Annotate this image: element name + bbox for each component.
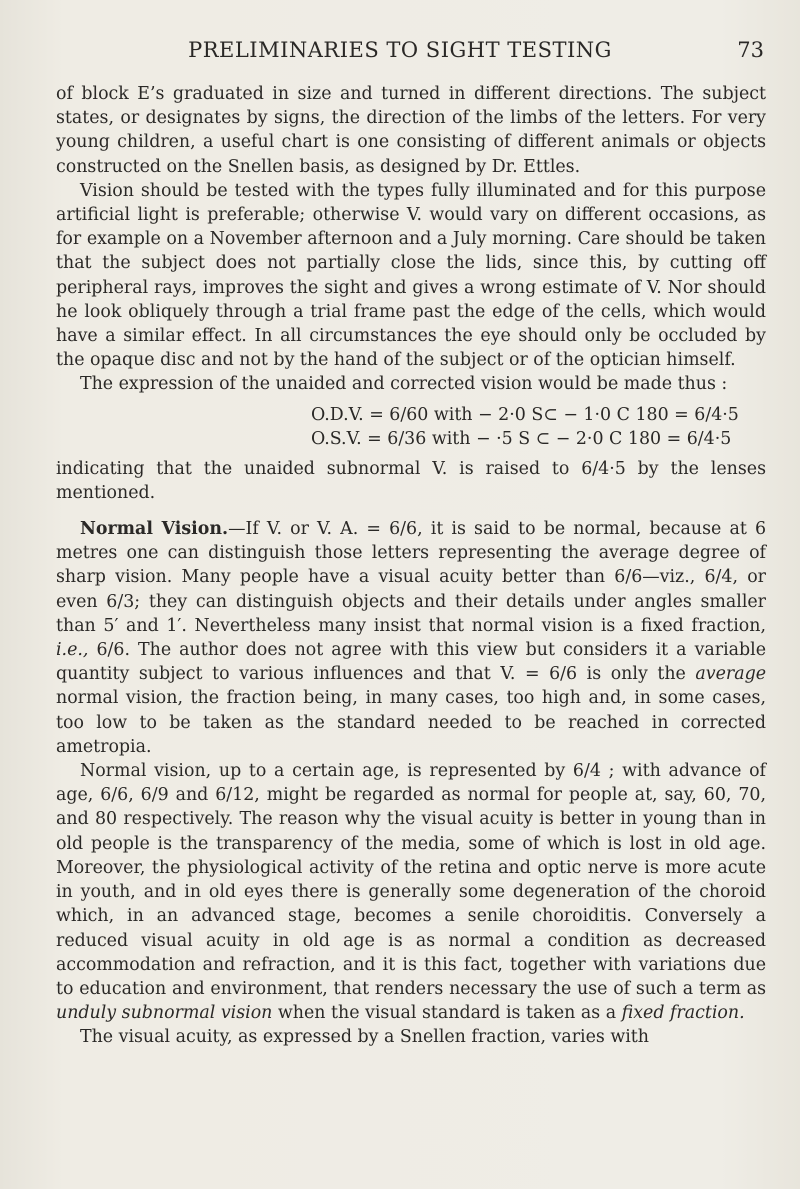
- paragraph-1: of block E’s graduated in size and turned in different directions. The subject states, or designates by signs, the direction of the limbs of the letters. For very young children, a useful chart is one consisting of different animals or objects constructed on the Snellen basis, as designed by Dr. Ettles.: [56, 84, 766, 177]
- equation-od: O.D.V. = 6/60 with − 2·0 S⊂ − 1·0 C 180 = 6/4·5: [311, 404, 739, 425]
- paragraph-7: The visual acuity, as expressed by a Snellen fraction, varies with: [80, 1027, 649, 1048]
- paragraph-5-text-c: normal vision, the fraction being, in many cases, too high and, in some cases, too low to be taken as the standard needed to be reached in corrected ametropia.: [56, 688, 766, 757]
- page-header: [0, 38, 800, 68]
- paragraph-6-fixed: fixed fraction.: [621, 1003, 745, 1024]
- equation-block: [56, 403, 766, 451]
- paragraph-5-text-a: —If V. or V. A. = 6/6, it is said to be normal, because at 6 metres one can distinguish those letters representing the average degree of sharp vision. Many people have a visual acuity better than 6/6—viz., 6/4, or even 6/3; they can distinguish objects and their details under angles smaller than 5′ and 1′. Nevertheless many insist that normal vision is a fixed fraction,: [56, 519, 767, 636]
- paragraph-6-text-a: Normal vision, up to a certain age, is represented by 6/4 ; with advance of age, 6/6, 6/9 and 6/12, might be regarded as normal for people at, say, 60, 70, and 80 respectively. The reason why the visual acuity is better in young than in old people is the transparency of the media, some of which is lost in old age. Moreover, the physiological activity of the retina and optic nerve is more acute in youth, and in old eyes there is generally some degeneration of the choroid which, in an advanced stage, becomes a senile choroiditis. Conversely a reduced visual acuity in old age is as normal a condition as decreased accommodation and refraction, and it is this fact, together with variations due to education and environment, that renders necessary the use of such a term as: [56, 761, 766, 999]
- equation-os: O.S.V. = 6/36 with − ·5 S ⊂ − 2·0 C 180 = 6/4·5: [311, 428, 732, 449]
- paragraph-3: The expression of the unaided and corrected vision would be made thus :: [80, 374, 728, 395]
- paragraph-5-ie: i.e.,: [56, 640, 89, 661]
- paragraph-5-text-b: 6/6. The author does not agree with this view but considers it a variable quantity subject to various influences and that V. = 6/6 is only the: [56, 640, 766, 685]
- paragraph-2: Vision should be tested with the types fully illuminated and for this purpose artificial light is preferable; otherwise V. would vary on different occasions, as for example on a November afternoon and a July morning. Care should be taken that the subject does not partially close the lids, since this, by cutting off peripheral rays, improves the sight and gives a wrong estimate of V. Nor should he look obliquely through a trial frame past the edge of the cells, which would have a similar effect. In all circumstances the eye should only be occluded by the opaque disc and not by the hand of the subject or of the optician himself.: [56, 180, 766, 371]
- page-number: 73: [737, 38, 764, 62]
- paragraph-5-average: average: [695, 664, 766, 685]
- paragraph-6-unduly: unduly subnormal vision: [56, 1003, 273, 1024]
- paragraph-6-text-b: when the visual standard is taken as a: [277, 1003, 617, 1024]
- section-heading-normal-vision: Normal Vision.: [80, 519, 229, 540]
- paragraph-4: indicating that the unaided subnormal V. is raised to 6/4·5 by the lenses mentioned.: [56, 458, 766, 503]
- paragraph-normal-vision: [56, 517, 766, 759]
- body-text: [56, 82, 766, 1050]
- paragraph-6: [56, 759, 766, 1025]
- running-head: PRELIMINARIES TO SIGHT TESTING: [188, 38, 612, 62]
